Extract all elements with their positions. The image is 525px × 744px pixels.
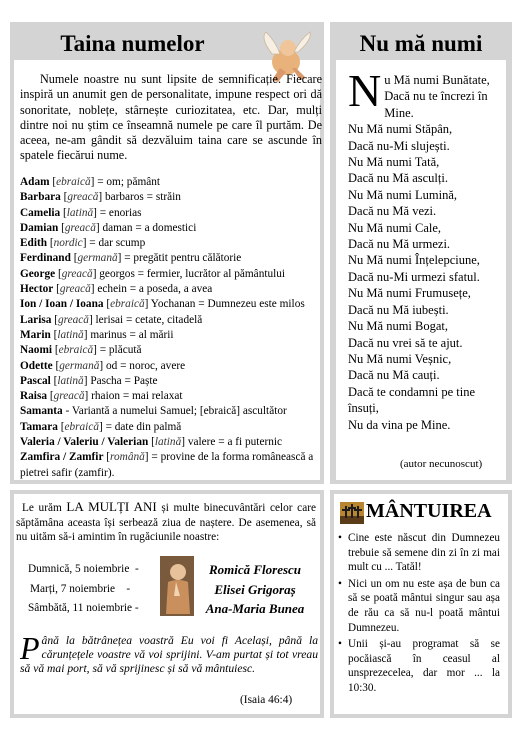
name-entry — [20, 267, 325, 282]
poem-line: Dacă nu te încrezi în Mine. — [384, 89, 488, 120]
birthday-date: Dumnică, 5 noiembrie - — [28, 563, 139, 575]
name-word: Raisa — [20, 390, 47, 403]
birthday-person: Romică Florescu — [208, 562, 302, 577]
poem-line: Nu Mă numi Lumină, — [348, 187, 458, 202]
name-meaning: - Variantă a numelui Samuel; [ebraică] ascultător — [65, 405, 287, 418]
quote-drop-cap: P — [20, 630, 40, 666]
name-language: [română] — [106, 451, 152, 464]
nu-ma-numi-title: Nu mă numi — [359, 31, 483, 56]
name-word: Valeria / Valeriu / Valerian — [20, 436, 149, 449]
name-word: Camelia — [20, 206, 61, 219]
name-meaning: valere = a fi puternic — [187, 436, 283, 449]
name-language: [greacă] — [57, 267, 100, 280]
name-word: Hector — [20, 283, 54, 296]
birthday-person: Ana-Maria Bunea — [205, 601, 305, 616]
name-entry — [20, 343, 325, 358]
name-entry — [20, 435, 325, 450]
name-meaning: = provine de la forma românească a pietrei safir (zamfir). — [20, 451, 314, 479]
name-language: [latină] — [63, 206, 100, 219]
poem-line: Nu Mă numi Veșnic, — [348, 351, 452, 366]
child-praying-image — [160, 556, 194, 616]
name-entry — [20, 297, 325, 312]
bullet-icon: • — [338, 638, 342, 651]
name-meaning: = enorias — [99, 206, 142, 219]
poem — [348, 65, 508, 433]
name-word: Zamfira / Zamfir — [20, 451, 104, 464]
name-word: Naomi — [20, 344, 53, 357]
names-list — [20, 175, 325, 481]
name-entry — [20, 404, 325, 419]
name-word: Odette — [20, 359, 53, 372]
name-meaning: georgos = fermier, lucrător al pământului — [99, 267, 286, 280]
poem-line: Nu da vina pe Mine. — [348, 417, 451, 432]
poem-author: (autor necunoscut) — [400, 458, 483, 470]
poem-line: Dacă nu-Mi slujești. — [348, 138, 450, 153]
name-entry — [20, 221, 325, 236]
name-entry — [20, 359, 325, 374]
name-language: [greacă] — [56, 283, 98, 296]
name-entry — [20, 374, 325, 389]
list-item: • Cine este născut din Dumnezeu trebuie să semene din zi în zi mai mult cu ... Tatăl! — [338, 532, 500, 574]
name-language: [greacă] — [61, 221, 103, 234]
name-language: [greacă] — [63, 191, 105, 204]
poem-line: Nu Mă numi Stăpân, — [348, 122, 453, 137]
poem-line: Nu Mă numi Înțelepciune, — [348, 253, 480, 268]
name-language: [latină] — [151, 436, 188, 449]
name-word: Damian — [20, 221, 59, 234]
name-word: Ferdinand — [20, 252, 71, 265]
name-entry — [20, 450, 325, 481]
quote-reference: (Isaia 46:4) — [240, 694, 293, 706]
poem-line: Nu Mă numi Tată, — [348, 155, 440, 170]
mantuirea-title: MÂNTUIREA — [366, 500, 492, 522]
name-meaning: daman = a domestici — [102, 221, 197, 234]
name-meaning: echein = a poseda, a avea — [97, 283, 213, 296]
name-language: [germană] — [55, 359, 106, 372]
name-meaning: = pregătit pentru călătorie — [124, 252, 242, 265]
poem-line: Dacă nu Mă cauți. — [348, 368, 440, 383]
name-meaning: od = noroc, avere — [105, 359, 186, 372]
name-word: Ion / Ioan / Ioana — [20, 298, 104, 311]
name-meaning: = plăcută — [99, 344, 142, 357]
birthday-date: Sâmbătă, 11 noiembrie - — [28, 602, 139, 614]
birthday-intro: Le urăm LA MULȚI ANI și multe binecuvântări celor care săptămâna aceasta își serbează ziua de naștere. De asemenea, să nu uităm să-i amintim în rugăciunile noastre: — [16, 499, 316, 544]
name-word: Edith — [20, 237, 48, 250]
name-meaning: lerisai = cetate, citadelă — [95, 313, 203, 326]
name-language: [latină] — [53, 374, 91, 387]
name-language: [germană] — [73, 252, 125, 265]
name-meaning: Pascha = Paște — [90, 374, 158, 387]
name-entry — [20, 389, 325, 404]
name-entry — [20, 328, 325, 343]
name-entry — [20, 420, 325, 435]
name-meaning: barbaros = străin — [104, 191, 181, 204]
list-item: • Unii și-au programat să se pocăiască în ceasul al unsprezecelea, dar mor ... la 10:30. — [338, 638, 500, 694]
name-language: [latină] — [53, 328, 91, 341]
name-word: Pascal — [20, 374, 51, 387]
name-word: Tamara — [20, 420, 58, 433]
name-language: [ebraică] — [60, 420, 106, 433]
name-language: [greacă] — [49, 390, 92, 403]
name-language: [nordic] — [49, 237, 90, 250]
poem-line: Dacă nu Mă urmezi. — [348, 237, 451, 252]
bullet-icon: • — [338, 532, 342, 544]
poem-line: Nu Mă numi Cale, — [348, 220, 442, 235]
poem-line: Dacă te condamni pe tine însuți, — [348, 384, 476, 416]
list-item: • Nici un om nu este așa de bun ca să se poată mântui singur sau așa de rău ca să nu-l poată mântui Dumnezeu. — [338, 577, 500, 634]
name-language: [ebraică] — [52, 176, 98, 188]
poem-line: Dacă nu vrei să te ajut. — [348, 335, 463, 350]
name-entry — [20, 175, 325, 190]
poem-line: Dacă nu Mă iubești. — [348, 302, 449, 317]
name-entry — [20, 251, 325, 266]
name-meaning: = date din palmă — [105, 420, 182, 433]
name-word: Barbara — [20, 191, 61, 204]
name-meaning: marinus = al mării — [90, 328, 174, 341]
bullet-icon: • — [338, 577, 342, 590]
name-meaning: = om; pământ — [97, 176, 161, 188]
poem-drop-cap: N — [348, 65, 382, 116]
bible-quote: P ână la bătrânețea voastră Eu voi fi Același, până la cărunțețele voastre vă voi sprijini. V-am purtat și tot vreau să vă mai port, să vă sprijinesc și să vă mântuiesc. — [20, 630, 318, 676]
name-word: George — [20, 267, 56, 280]
mantuirea-list — [338, 531, 500, 698]
poem-line: u Mă numi Bunătate, — [384, 73, 490, 87]
name-entry — [20, 206, 325, 221]
birthday-dates — [28, 560, 139, 619]
poem-line: Dacă nu Mă asculți. — [348, 171, 448, 186]
poem-line: Nu Mă numi Bogat, — [348, 319, 448, 334]
name-entry — [20, 313, 325, 328]
birthday-people — [200, 560, 310, 619]
name-meaning: = dar scump — [89, 237, 146, 250]
name-language: [greacă] — [54, 313, 96, 326]
poem-line: Dacă nu-Mi urmezi sfatul. — [348, 269, 480, 284]
birthday-person: Elisei Grigoraș — [214, 581, 296, 597]
name-word: Larisa — [20, 313, 52, 326]
crosses-icon — [340, 502, 364, 524]
name-entry — [20, 236, 325, 251]
poem-line: Nu Mă numi Frumusețe, — [348, 286, 471, 301]
name-meaning: Yochanan = Dumnezeu este milos — [150, 298, 305, 311]
name-language: [ebraică] — [106, 298, 151, 311]
name-word: Marin — [20, 328, 51, 341]
name-meaning: rhaion = mai relaxat — [91, 390, 183, 403]
poem-line: Dacă nu Mă vezi. — [348, 204, 437, 219]
taina-numelor-title: Taina numelor — [60, 31, 205, 56]
name-word: Adam — [20, 176, 50, 188]
taina-intro: Numele noastre nu sunt lipsite de semnificație. Fiecare inspiră un anumit gen de personalitate, impune respect ori dă sonoritate, noblețe, stârnește curiozitatea, etc. Dar, mulți dintre noi nu știm ce înseamnă numele pe care îl purtăm. De aceea, ne-am gândit să dezvăluim taina care se ascunde în spatele fiecărui nume. — [20, 72, 322, 163]
name-entry — [20, 190, 325, 205]
name-entry — [20, 282, 325, 297]
name-language: [ebraică] — [54, 344, 100, 357]
birthday-date: Marți, 7 noiembrie - — [30, 582, 131, 595]
name-word: Samanta — [20, 405, 63, 418]
